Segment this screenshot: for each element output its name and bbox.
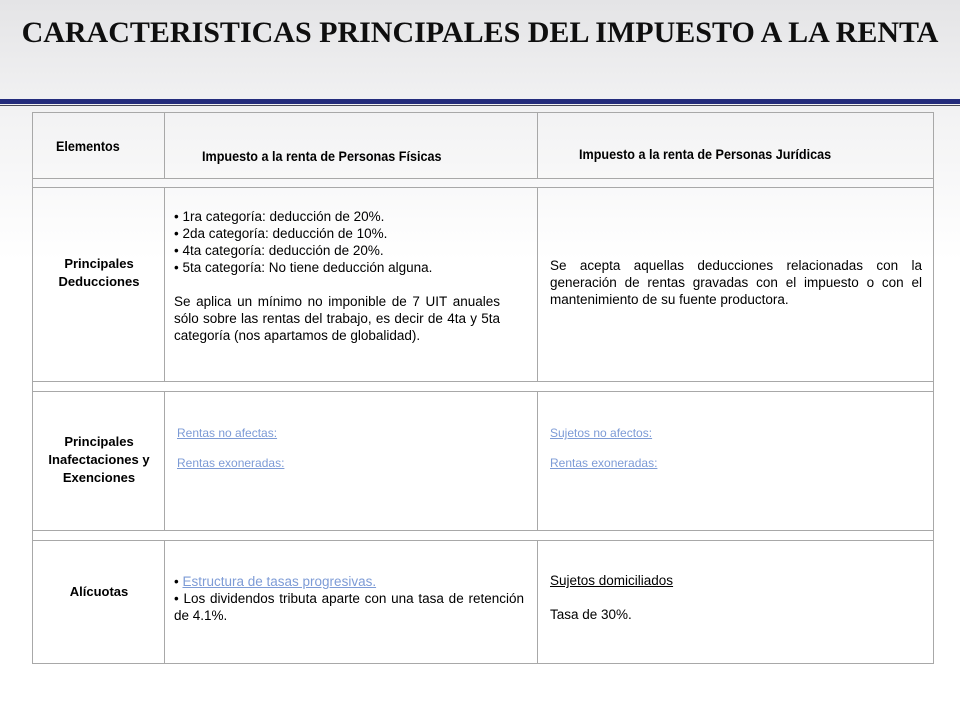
row-label-deducciones: Principales Deducciones <box>58 256 140 289</box>
sujetos-domiciliados-heading: Sujetos domiciliados <box>550 573 674 588</box>
alicuotas-juridicas <box>550 572 910 623</box>
list-item: • 2da categoría: deducción de 10%. <box>174 225 500 242</box>
row-label-alicuotas: Alícuotas <box>69 584 129 599</box>
list-item <box>174 573 524 590</box>
rentas-exoneradas-juridicas-link[interactable]: Rentas exoneradas: <box>550 456 658 470</box>
col-divider <box>537 187 538 382</box>
list-item: • Los dividendos tributa aparte con una tasa de retención de 4.1%. <box>174 590 524 624</box>
row-divider <box>32 530 934 531</box>
rentas-exoneradas-link[interactable]: Rentas exoneradas: <box>177 456 285 470</box>
table-border-bottom <box>32 663 934 664</box>
col-divider <box>164 112 165 179</box>
tasa-text: Tasa de 30%. <box>550 607 632 622</box>
table-border-top <box>32 112 934 113</box>
inafectaciones-fisicas <box>177 426 517 471</box>
col-divider <box>164 187 165 382</box>
col-divider <box>164 540 165 664</box>
row-divider <box>32 178 934 179</box>
row-divider <box>32 381 934 382</box>
tasas-progresivas-link[interactable]: Estructura de tasas progresivas. <box>182 574 377 589</box>
inafectaciones-juridicas <box>550 426 910 471</box>
sujetos-no-afectos-link[interactable]: Sujetos no afectos: <box>550 426 653 440</box>
row-divider <box>32 187 934 188</box>
deducciones-list <box>174 208 500 276</box>
row-divider <box>32 391 934 392</box>
deducciones-fisicas <box>174 208 500 344</box>
list-item: • 1ra categoría: deducción de 20%. <box>174 208 500 225</box>
row-divider <box>32 540 934 541</box>
title-underline <box>0 99 960 104</box>
row-label-inafectaciones: Principales Inafectaciones y Exenciones <box>48 434 150 485</box>
col-divider <box>164 391 165 531</box>
col-divider <box>537 540 538 664</box>
header-elementos: Elementos <box>56 138 120 154</box>
alicuotas-fisicas <box>174 573 524 624</box>
list-item: • 4ta categoría: deducción de 20%. <box>174 242 500 259</box>
header-personas-juridicas: Impuesto a la renta de Personas Jurídicas <box>579 146 832 162</box>
rentas-no-afectas-link[interactable]: Rentas no afectas: <box>177 426 278 440</box>
table-border-left <box>32 112 33 664</box>
title-underline-thin <box>0 105 960 106</box>
characteristics-table <box>32 112 934 664</box>
table-border-right <box>933 112 934 664</box>
page-title: CARACTERISTICAS PRINCIPALES DEL IMPUESTO A LA RENTA <box>21 16 939 49</box>
list-item: • 5ta categoría: No tiene deducción alguna. <box>174 259 500 276</box>
deducciones-note: Se aplica un mínimo no imponible de 7 UIT anuales sólo sobre las rentas del trabajo, es decir de 4ta y 5ta categoría (nos apartamos de globalidad). <box>174 294 500 343</box>
deducciones-juridicas: Se acepta aquellas deducciones relacionadas con la generación de rentas gravadas con el impuesto o con el mantenimiento de su fuente productora. <box>550 258 922 307</box>
col-divider <box>537 112 538 179</box>
col-divider <box>537 391 538 531</box>
header-personas-fisicas: Impuesto a la renta de Personas Físicas <box>202 148 442 164</box>
